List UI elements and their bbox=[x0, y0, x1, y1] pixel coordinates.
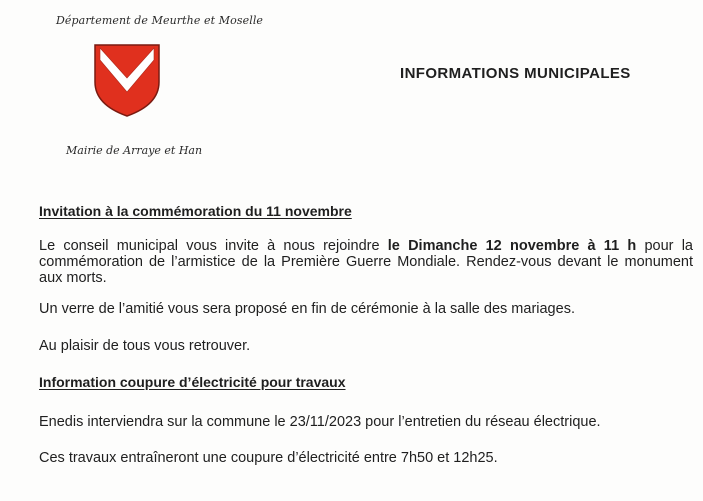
mairie-label: Mairie de Arraye et Han bbox=[66, 144, 203, 157]
page-title: INFORMATIONS MUNICIPALES bbox=[400, 65, 631, 82]
closing-line: Au plaisir de tous vous retrouver. bbox=[39, 338, 251, 354]
electricity-title: Information coupure d’électricité pour travaux bbox=[39, 374, 346, 390]
invitation-paragraph bbox=[39, 238, 693, 286]
reception-paragraph: Un verre de l’amitié vous sera proposé en fin de cérémonie à la salle des mariages. bbox=[39, 301, 575, 317]
department-label: Département de Meurthe et Moselle bbox=[56, 14, 264, 27]
invitation-title: Invitation à la commémoration du 11 novembre bbox=[39, 203, 352, 219]
invitation-text-end: pour la commémoration de l’armistice de la Première Guerre Mondiale. Rendez-vous devant le monument aux morts. bbox=[39, 238, 693, 286]
outage-paragraph: Ces travaux entraîneront une coupure d’électricité entre 7h50 et 12h25. bbox=[39, 450, 498, 466]
invitation-date: le Dimanche 12 novembre à 11 h bbox=[387, 238, 637, 254]
enedis-paragraph: Enedis interviendra sur la commune le 23/11/2023 pour l’entretien du réseau électrique. bbox=[39, 414, 601, 430]
coat-of-arms-icon bbox=[92, 42, 162, 118]
invitation-text-start: Le conseil municipal vous invite à nous rejoindre bbox=[39, 238, 388, 254]
